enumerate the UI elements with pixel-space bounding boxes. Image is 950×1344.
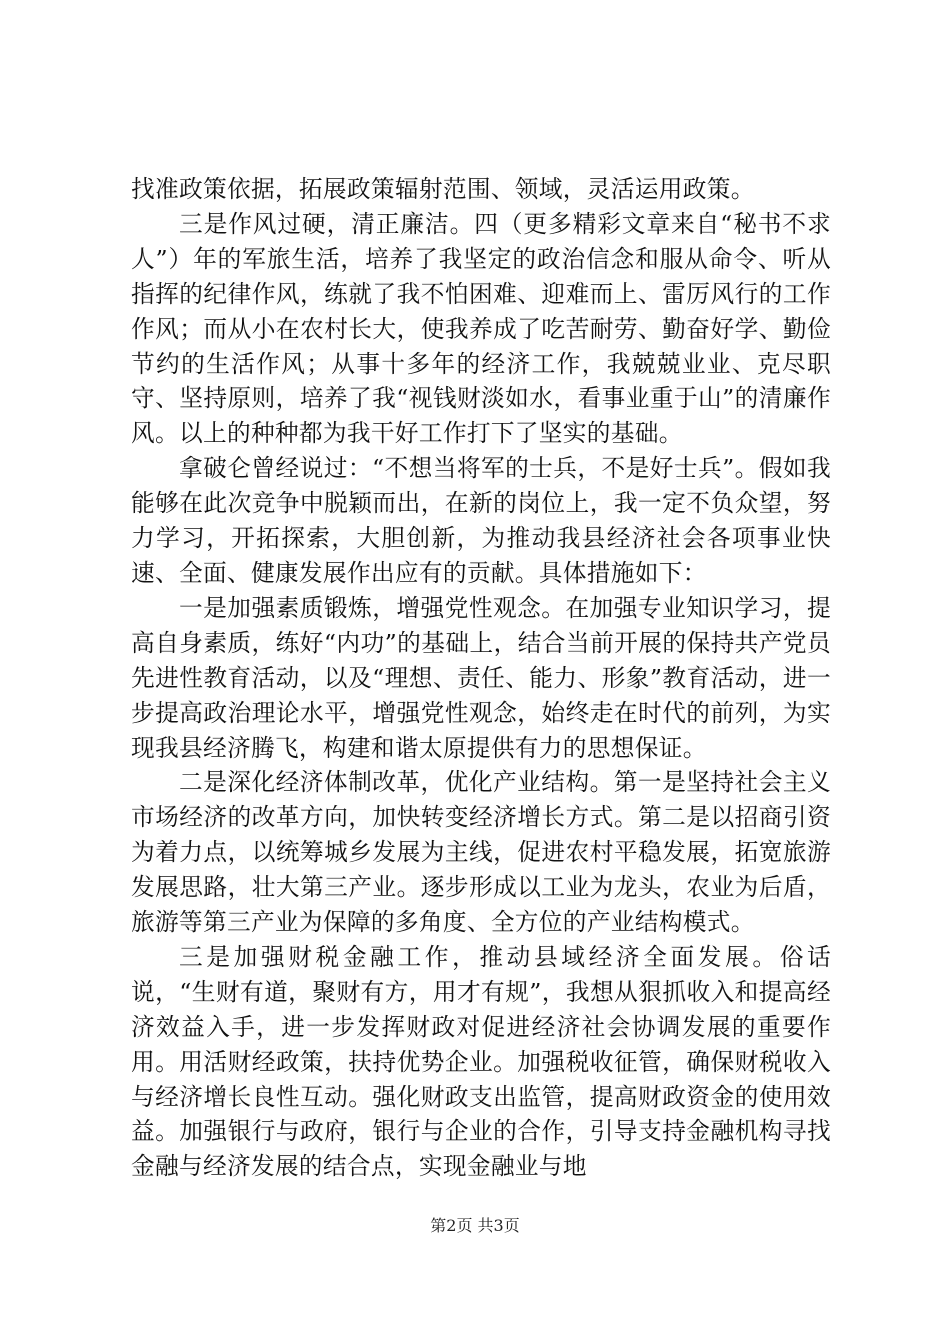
paragraph-style-integrity: 三是作风过硬，清正廉洁。四（更多精彩文章来自“秘书不求人”）年的军旅生活，培养了我坚定的政治信念和服从命令、听从指挥的纪律作风，练就了我不怕困难、迎难而上、雷厉风行的工作作风；而从小在农村长大，使我养成了吃苦耐劳、勤奋好学、勤俭节约的生活作风；从事十多年的经济工作，我兢兢业业、克尽职守、坚持原则，培养了我“视钱财淡如水，看事业重于山”的清廉作风。以上的种种都为我干好工作打下了坚实的基础。 xyxy=(131,209,831,448)
page-number-footer: 第2页 共3页 xyxy=(430,1216,520,1235)
paragraph-napoleon-quote: 拿破仑曾经说过：“不想当将军的士兵，不是好士兵”。假如我能够在此次竞争中脱颖而出，在新的岗位上，我一定不负众望，努力学习，开拓探索，大胆创新，为推动我县经济社会各项事业快速、全面、健康发展作出应有的贡献。具体措施如下： xyxy=(131,454,831,587)
paragraph-measure-three: 三是加强财税金融工作，推动县域经济全面发展。俗话说，“生财有道，聚财有方，用才有规”，我想从狠抓收入和提高经济效益入手，进一步发挥财政对促进经济社会协调发展的重要作用。用活财经政策，扶持优势企业。加强税收征管，确保财税收入与经济增长良性互动。强化财政支出监管，提高财政资金的使用效益。加强银行与政府，银行与企业的合作，引导支持金融机构寻找金融与经济发展的结合点，实现金融业与地 xyxy=(131,942,831,1181)
paragraph-continued: 找准政策依据，拓展政策辐射范围、领域，灵活运用政策。 xyxy=(131,175,755,203)
paragraph-measure-one: 一是加强素质锻炼，增强党性观念。在加强专业知识学习，提高自身素质，练好“内功”的基础上，结合当前开展的保持共产党员先进性教育活动，以及“理想、责任、能力、形象”教育活动，进一步提高政治理论水平，增强党性观念，始终走在时代的前列，为实现我县经济腾飞，构建和谐太原提供有力的思想保证。 xyxy=(131,593,831,762)
document-body xyxy=(131,172,831,1184)
paragraph-measure-two: 二是深化经济体制改革，优化产业结构。第一是坚持社会主义市场经济的改革方向，加快转变经济增长方式。第二是以招商引资为着力点，以统筹城乡发展为主线，促进农村平稳发展，拓宽旅游发展思路，壮大第三产业。逐步形成以工业为龙头，农业为后盾，旅游等第三产业为保障的多角度、全方位的产业结构模式。 xyxy=(131,768,831,937)
